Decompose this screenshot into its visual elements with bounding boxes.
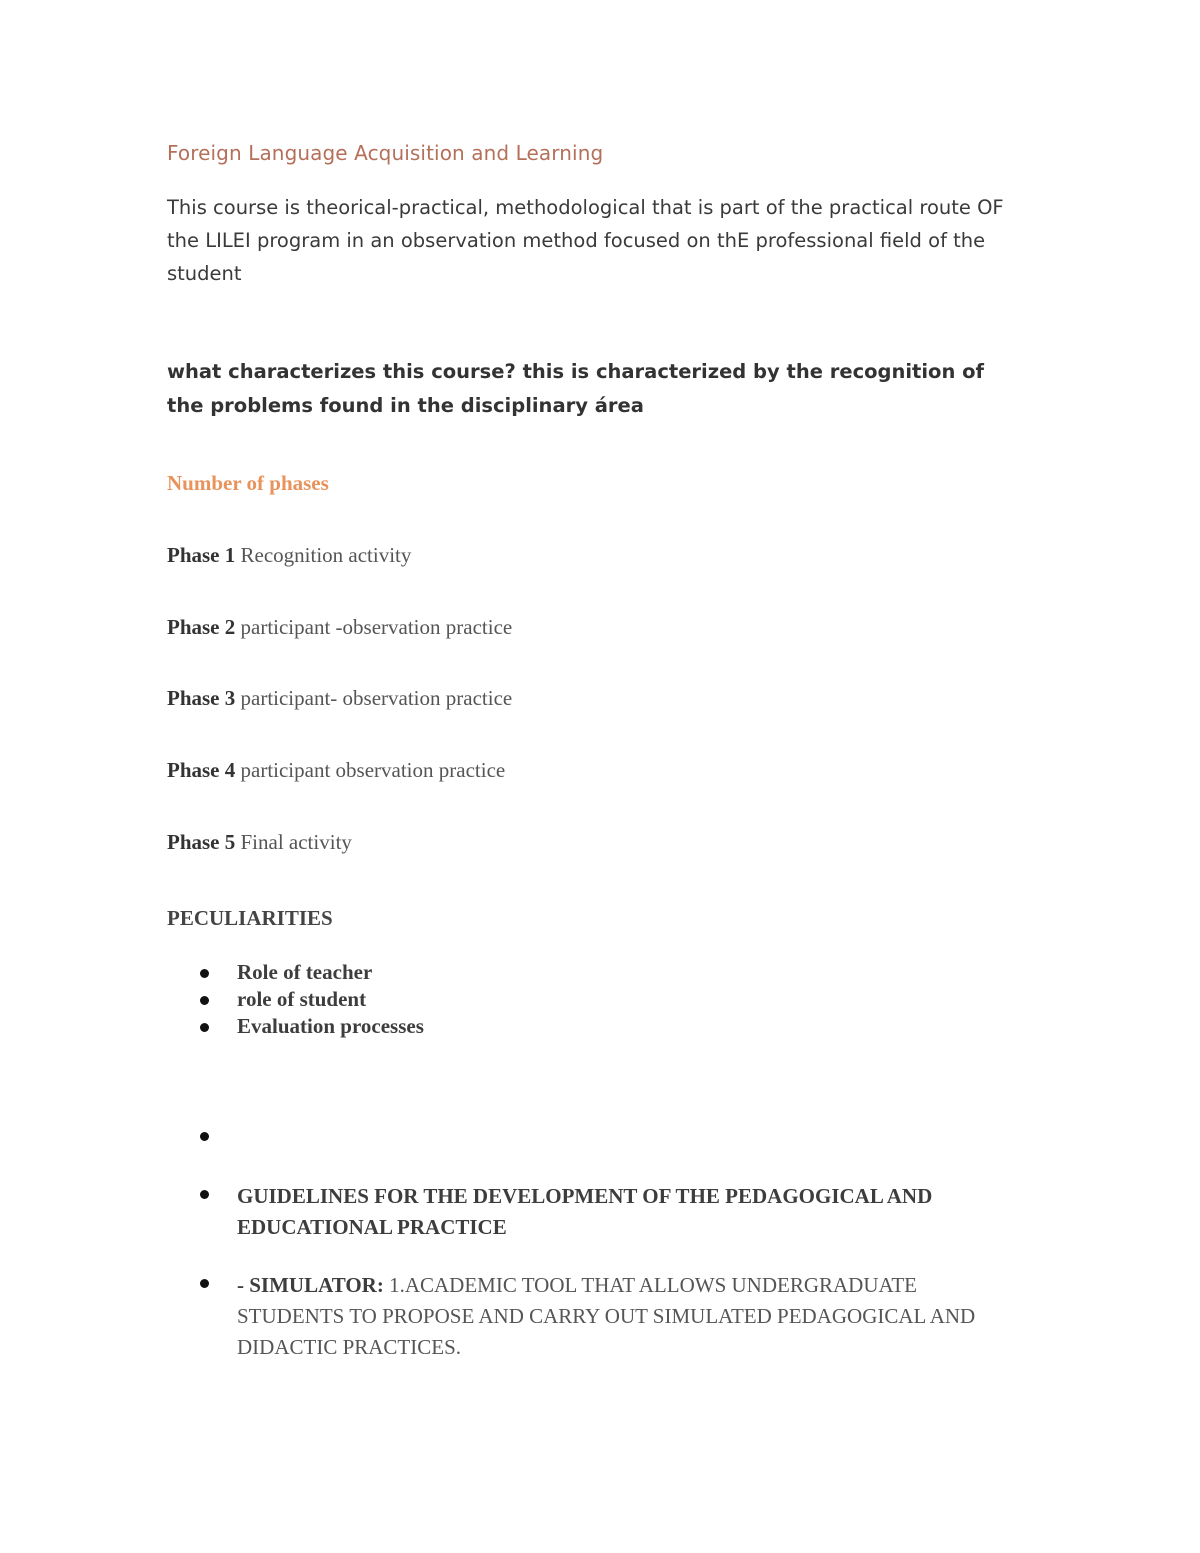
document-title: Foreign Language Acquisition and Learning [167, 141, 604, 165]
peculiarities-heading: PECULIARITIES [167, 906, 333, 930]
phase-description: Recognition activity [240, 543, 412, 567]
bullet-icon [200, 1132, 209, 1141]
simulator-label: - SIMULATOR: [237, 1273, 384, 1297]
list-item-text: role of student [237, 987, 367, 1011]
course-intro-paragraph: This course is theorical-practical, methodological that is part of the practical route OF the LILEI program in an observation method focused on thE professional field of the student [167, 196, 1004, 285]
guidelines-text: GUIDELINES FOR THE DEVELOPMENT OF THE PEDAGOGICAL AND EDUCATIONAL PRACTICE [237, 1184, 933, 1239]
phase-description: participant observation practice [240, 758, 506, 782]
phases-heading: Number of phases [167, 471, 329, 495]
simulator-description: 1.ACADEMIC TOOL THAT ALLOWS UNDERGRADUATE STUDENTS TO PROPOSE AND CARRY OUT SIMULATED PEDAGOGICAL AND DIDACTIC PRACTICES. [237, 1273, 976, 1359]
phase-label: Phase 2 [167, 615, 236, 639]
bullet-icon [200, 1023, 209, 1032]
phase-label: Phase 4 [167, 758, 236, 782]
phase-label: Phase 3 [167, 686, 236, 710]
phase-label: Phase 1 [167, 543, 236, 567]
phase-3 [167, 686, 512, 711]
phase-description: participant -observation practice [240, 615, 513, 639]
bullet-icon [200, 969, 209, 978]
phase-4 [167, 758, 505, 783]
phase-1 [167, 543, 411, 568]
phase-2 [167, 615, 512, 640]
bullet-icon [200, 996, 209, 1005]
bullet-icon [200, 1279, 209, 1288]
course-characterization: what characterizes this course? this is characterized by the recognition of the problems found in the disciplinary área [167, 360, 985, 417]
bullet-icon [200, 1190, 209, 1199]
phase-5 [167, 830, 352, 855]
list-item-text: Role of teacher [237, 960, 373, 984]
phase-description: Final activity [240, 830, 352, 854]
phase-label: Phase 5 [167, 830, 236, 854]
simulator-text [237, 1270, 1027, 1363]
list-item-text: Evaluation processes [237, 1014, 424, 1038]
phase-description: participant- observation practice [240, 686, 513, 710]
